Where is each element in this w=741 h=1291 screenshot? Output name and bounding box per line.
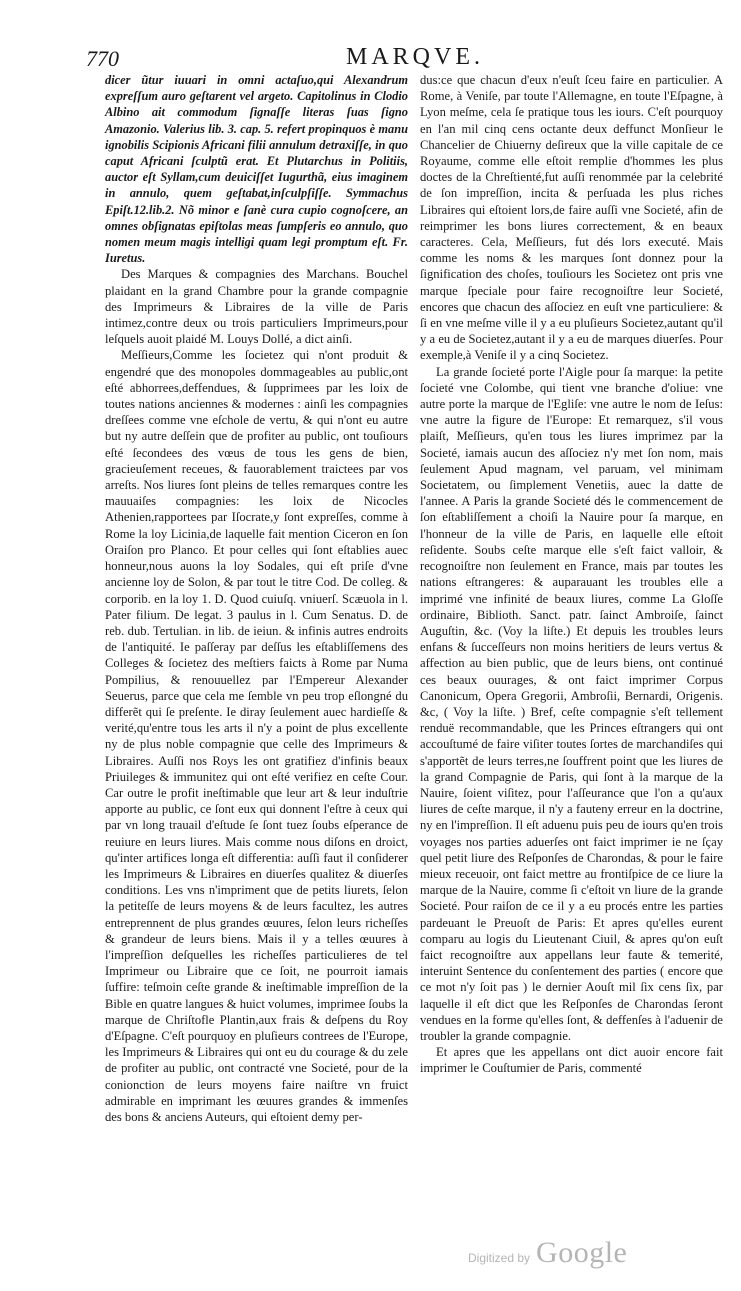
latin-quote: dicer ũtur iuuari in omni actaſuo,qui Alexandrum expreſſum auro geſtarent vel argeto. Capitolinus in Clodio Albino ait commodum ſignaſſe literas ſuas ſigno Amazonio. Valerius lib. 3. cap. 5. refert propinquos è manu ignobilis Scipionis Africani filii annulum detraxiſſe, in quo caput Africani ſculptũ erat. Et Plutarchus in Politiis, auctor eſt Syllam,cum deuiciſſet Iugurthã, eius imaginem in annulo, quem geſtabat,inſculpſiſſe. Symmachus Epiſt.12.lib.2. Nõ minor e ſanè cura cupio cognoſcere, an omnes obſignatas epiſtolas meas ſumpſeris eo annulo, quo nomen meum magis intelligi quam legi promptum eſt. Fr. Iuretus. <box>105 73 408 266</box>
paragraph: La grande ſocieté porte l'Aigle pour ſa marque: la petite ſocieté vne Colombe, qui tient vne branche d'oliue: vne autre porte la marque de l'Egliſe: vne autre le nom de Ieſus: vne autre la figure de l'Europe: Et remarquez, s'il vous plaiſt, Meſſieurs, qu'en tous les liures imprimez par la Societé, iamais aucun des aſſociez n'y met ſon nom, mais ſeulement Apud magnam, vel paruam, vel minimam Societatem, ou ſimplement Venetiis, auec la datte de l'annee. A Paris la grande Societé dés le commencement de ſon eſtabliſſement a choiſi la Nauire pour ſa marque, en l'honneur de la ville de Paris, en laquelle elle eſtoit reſidente. Soubs ceſte marque elle s'eſt faict valloir, & recognoiſtre non ſeulement en France, mais par toutes les nations eſtrangeres: & auparauant les troubles elle a imprimé vne infinité de beaux liures, comme La Gloſſe ordinaire, Biblioth. Sanct. patr. ſainct Ambroiſe, ſainct Auguſtin, &c. (Voy la liſte.) Et depuis les troubles leurs enfans & ſucceſſeurs non moins heritiers de leurs vertus & affection au bien public, que de leurs biens, ont continué ces beaux ouurages, & ont faict imprimer Corpus Canonicum, Opera Gregorii, Ambroſii, Bernardi, Origenis. &c, ( Voy la liſte. ) Bref, ceſte compagnie s'eſt tellement renduë recommandable, que les Princes eſtrangers qui ont accouſtumé de faire viſiter toutes ſortes de marchandiſes qui s'apportẽt de leurs terres,ne ſouffrent point que les liures de la grand Compagnie de Paris, qui ſont à la marque de la Nauire, ſoient viſitez, pour l'aſſeurance que l'on a qu'aux liures de ceſte marque, il n'y a fauteny erreur en la doctrine, ny en l'impreſſion. Il eſt aduenu puis peu de iours qu'en trois voyages nos parties aduerſes ont faict imprimer ie ne ſçay quel petit liure des Reſponſes de Charondas, & pour le faire mieux receuoir, ont faict mettre au frontiſpice de ce liure la marque de la Nauire, comme ſi c'eſtoit vn liure de la grande Societé. Pour raiſon de ce il y a eu procés entre les parties pardeuant le Preuoſt de Paris: Et apres qu'elles eurent comparu au logis du Lieutenant Ciuil, & apres qu'on euſt faict recognoiſtre aux appellans leur faute & temerité, interuint Sentence du conſentement des parties ( encore que ce mot n'y ſoit pas ) le dernier Aouſt mil ſix cens ſix, par laquelle il eſt dict que les Reſponſes de Charondas ſeront vendues en la forme qu'elles ſont, & deffenſes à l'aduenir de troubler la grande compagnie. <box>420 364 723 1043</box>
paragraph: Et apres que les appellans ont dict auoir encore fait imprimer le Couſtumier de Paris, commenté <box>420 1045 723 1076</box>
page-number: 770 <box>86 46 119 71</box>
google-logo: Google <box>536 1236 628 1269</box>
right-column <box>420 72 723 1077</box>
digitization-credit <box>468 1236 627 1270</box>
paragraph: Meſſieurs,Comme les ſocietez qui n'ont produit & engendré que des monopoles dommageables au public,ont eſté abhorrees,deffendues, & ſupprimees par les loix de toutes nations anciennes & modernes : ainſi les compagnies dreſſees comme vne eſchole de vertu, & qui n'ont eu autre but ny autre deſſein que de profiter au public, ont touſiours eſté ſecondees des vœus de tous les gens de bien, gracieuſement receues, & fauorablement traictees par vos arreſts. Nos liures ſont pleins de telles remarques contre les mauuaiſes compagnies: les loix de Nicocles Athenien,rapportees par Iſocrate,y ſont expreſſes, comme à Rome la loy Licinia,de laquelle fait mention Ciceron en ſon Oraiſon pro Planco. Et pour celles qui ſont eſtablies auec honneur,nous auons la loy Sodales, qui eſt priſe d'vne ancienne loy de Solon, & par tout le titre Cod. De colleg. & corporib. en la loy 1. D. Quod cuiuſq. vniuerſ. Scæuola in l. Pater filium. De legat. 3 paulus in l. Cum Senatus. D. de reb. dub. Tertulian. in lib. de ieiun. & infinis autres endroits de l'antiquité. Ie paſſeray par deſſus les eſtabliſſemens des Colleges & ſocietez des meſtiers faicts à Rome par Numa Pompilius, & renouuellez par l'Empereur Alexander Seuerus, parce que cela me ſemble vn peu trop eſlongné du differẽt qui ſe preſente. Ie diray ſeulement auec hardieſſe & verité,qu'entre tous les arts il n'y a point de plus excellente ny de plus noble compagnie que celle des Imprimeurs & Libraires. Auſſi nos Roys les ont gratifiez d'infinis beaux Priuileges & immunitez qui ont eſté verifiez en ceſte Cour. Car outre le profit ineſtimable que leur art & leur induſtrie apporte au public, ce ſont eux qui donnent l'eſtre à ceux qui par vn long trauail d'eſtude ſe ſont tuez ſoubs eſperance de reuiure en leurs liures. Mais comme nous diſons en droict, qu'inter artifices longa eſt differentia: auſſi faut il conſiderer les Imprimeurs & Libraires en diuerſes qualitez & diuerſes conditions. Les vns n'impriment que de petits liurets, ſelon la petiteſſe de leurs moyens & de leurs facultez, les autres entreprennent de plus grandes œuures, ſelon leurs richeſſes & grandeur de leurs biens. Mais il y a telles œuures à l'impreſſion deſquelles les richeſſes particulieres de tel Imprimeur ou Libraire que ce ſoit, ne pourroit iamais ſuffire: teſmoin ceſte grande & ineſtimable impreſſion de la Bible en quatre langues & huict volumes, imprimee ſoubs la marque de Chriſtofle Plantin,aux frais & deſpens du Roy d'Eſpagne. C'eſt pourquoy en pluſieurs contrees de l'Europe, les Imprimeurs & Libraires qui ont eu du courage & du zele de profiter au public, ont contracté vne Societé, pour de la conionction de leurs moyens faire naiſtre vn fruict admirable en imprimant les œuures grandes & immenſes des bons & anciens Auteurs, qui eſtoient demy per- <box>105 348 408 1124</box>
paragraph: Des Marques & compagnies des Marchans. Bouchel plaidant en la grand Chambre pour la grande compagnie des Imprimeurs & Libraires de la ville de Paris intimez,contre deux ou trois particuliers Imprimeurs,pour leſquels auoit plaidé M. Louys Dollé, a dict ainſi. <box>105 267 408 347</box>
left-column <box>105 72 408 1125</box>
digitized-by-label: Digitized by <box>468 1251 531 1265</box>
paragraph: dus:ce que chacun d'eux n'euſt ſceu faire en particulier. A Rome, à Veniſe, par toute l'Allemagne, en toute l'Eſpagne, à Lyon meſme, cela ſe pratique tous les iours. C'eſt pourquoy en l'an mil cinq cens octante deux deffunct Monſieur le Chancelier de Chiuerny deſireux que la ville capitale de ce Royaume, comme elle eſtoit remplie d'hommes les plus doctes de la Chreſtienté,fut auſſi renommée par la celebrité de ſon impreſſion, incita & perſuada les plus riches Libraires qui eſtoient lors,de faire auſſi vne Societé, afin de reimprimer les bons liures correctement, & en beaux caracteres. Cela, Meſſieurs, fut dés lors executé. Mais comme les noms & les marques ſont donnez pour la ſignification des choſes, touſiours les Societez ont pris vne marque ſpeciale pour faire recognoiſtre leur Societé, encores que chacun des aſſociez en euſt vne particuliere: & ſi en vne meſme ville il y a eu pluſieurs Societez,autant qu'il y a eu de Societez,autant il y a eu de marques diuerſes. Pour exemple,à Veniſe il y a cinq Societez. <box>420 73 723 363</box>
running-head: MARQVE. <box>346 44 485 70</box>
